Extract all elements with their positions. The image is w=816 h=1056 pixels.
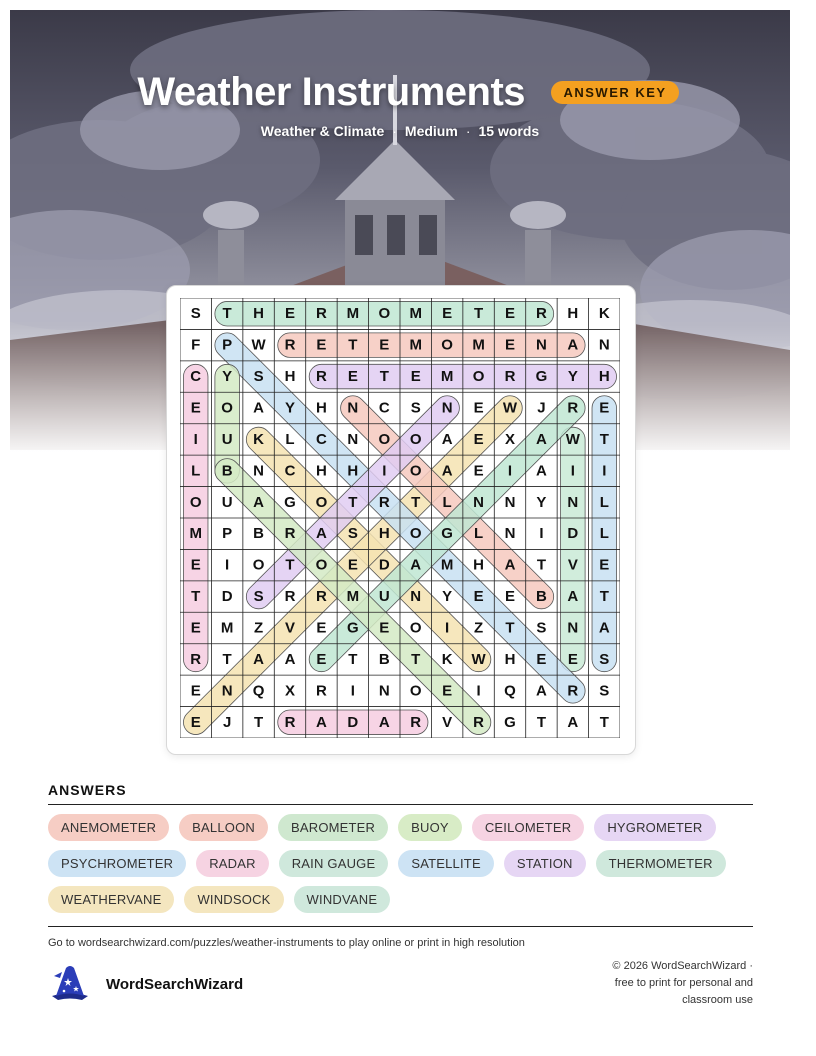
grid-cell: R [284,525,296,543]
grid-cell: N [504,493,516,511]
grid-cell: I [539,525,544,543]
grid-cell: E [504,305,516,323]
category-label: Weather & Climate [260,123,385,139]
grid-cell: A [441,462,453,480]
grid-cell: O [409,462,422,480]
grid-cell: C [316,430,327,448]
grid-cell: V [284,619,296,637]
grid-cell: I [382,462,387,480]
grid-cell: R [284,588,296,606]
grid-cell: T [379,368,389,386]
grid-cell: E [347,556,358,574]
grid-cell: Y [536,493,547,511]
grid-cell: O [409,619,422,637]
grid-cell: N [378,682,390,700]
answer-chip: ANEMOMETER [48,814,169,841]
grid-cell: E [190,399,201,417]
grid-cell: Y [442,588,453,606]
answer-list [48,814,753,922]
grid-cell: S [253,588,264,606]
grid-cell: U [221,493,233,511]
grid-cell: R [473,713,484,731]
grid-cell: N [536,336,547,354]
grid-cell: E [442,305,453,323]
separator-dot: · [465,123,471,139]
grid-cell: B [253,525,264,543]
grid-cell: P [222,336,233,354]
grid-cell: E [599,399,610,417]
grid-cell: E [379,336,390,354]
grid-cell: G [284,493,296,511]
grid-cell: E [347,368,358,386]
grid-cell: A [316,713,327,731]
grid-cell: S [190,305,201,323]
grid-cell: L [599,525,609,543]
grid-cell: J [537,399,546,417]
grid-cell: H [284,368,296,386]
answer-chip: CEILOMETER [472,814,585,841]
answer-chip: WINDSOCK [184,886,283,913]
grid-cell: E [473,462,484,480]
grid-cell: O [189,493,202,511]
grid-cell: A [567,336,579,354]
puzzle-meta [0,123,800,139]
grid-cell: G [347,619,359,637]
grid-cell: M [189,525,202,543]
grid-cell: E [190,619,201,637]
grid-cell: I [225,556,230,574]
grid-cell: T [222,650,232,668]
grid-cell: A [441,430,453,448]
grid-cell: N [598,336,610,354]
page-title: Weather Instruments [137,70,526,114]
grid-cell: K [598,305,610,323]
brand-name: WordSearchWizard [106,975,244,993]
grid-cell: W [471,650,486,668]
grid-cell: H [473,556,484,574]
highlight-layer [180,301,617,738]
grid-cell: L [285,430,295,448]
grid-cell: S [253,368,264,386]
grid-cell: O [315,556,328,574]
grid-cell: A [378,713,390,731]
grid-cell: B [221,462,233,480]
grid-cell: G [441,525,453,543]
word-search-grid [180,298,620,738]
grid-cell: M [409,305,422,323]
grid-cell: E [442,682,453,700]
grid-cell: R [316,368,327,386]
grid-cell: S [347,525,358,543]
divider [48,804,753,805]
answer-chip: BALLOON [179,814,268,841]
grid-cell: I [193,430,198,448]
grid-cell: E [473,430,484,448]
grid-cell: S [599,650,610,668]
grid-cell: T [348,493,358,511]
grid-cell: A [410,556,422,574]
grid-cell: D [567,525,579,543]
grid-cell: V [442,713,453,731]
grid-cell: N [221,682,233,700]
grid-cell: C [378,399,390,417]
answer-chip: HYGROMETER [594,814,715,841]
grid-cell: I [507,462,513,480]
grid-cell: Q [504,682,516,700]
grid-cell: T [253,713,264,731]
grid-cell: V [567,556,578,574]
grid-cell: T [348,336,358,354]
grid-cell: X [504,430,516,448]
grid-cell: O [441,336,453,354]
grid-cell: H [347,462,359,480]
answer-chip: STATION [504,850,586,877]
grid-cell: G [535,368,548,386]
grid-cell: N [347,399,359,417]
grid-cell: D [347,713,359,731]
grid-cell: H [504,650,516,668]
grid-cell: E [316,650,327,668]
grid-cell: A [316,525,327,543]
copyright-line: classroom use [682,994,753,1006]
grid-cell: N [567,619,579,637]
answer-chip: SATELLITE [398,850,493,877]
grid-cell: R [316,682,327,700]
grid-cell: E [379,619,390,637]
grid-cell: E [284,305,296,323]
grid-cell: R [567,682,579,700]
grid-cell: N [347,430,359,448]
grid-cell: T [536,713,547,731]
grid-cell: H [567,305,579,323]
grid-cell: O [409,525,422,543]
answer-key-badge: ANSWER KEY [551,81,678,104]
grid-cell: R [378,493,390,511]
grid-cell: N [567,493,579,511]
grid-cell: E [190,713,201,731]
grid-cell: G [504,713,516,731]
grid-cell: E [190,682,201,700]
grid-cell: M [346,588,360,606]
grid-cell: R [567,399,579,417]
grid-cell: O [378,430,391,448]
grid-cell: E [410,368,421,386]
grid-cell: A [567,588,579,606]
grid-cell: T [285,556,295,574]
answer-chip: BUOY [398,814,462,841]
grid-cell: I [476,682,481,700]
grid-cell: E [316,336,327,354]
grid-cell: Z [473,619,484,637]
grid-cell: S [599,682,610,700]
grid-cell: X [284,682,296,700]
grid-cell: O [252,556,265,574]
grid-cell: N [473,493,484,511]
grid-cell: A [284,650,296,668]
grid-cell: S [536,619,547,637]
grid-cell: A [536,430,547,448]
grid-cell: E [473,399,484,417]
grid-cell: W [251,336,266,354]
grid-cell: T [599,588,609,606]
grid-cell: O [221,399,233,417]
grid-cell: W [502,399,518,417]
grid-cell: E [536,650,547,668]
grid-cell: E [504,588,516,606]
grid-cell: A [567,713,579,731]
grid-cell: P [222,525,233,543]
grid-cell: O [409,430,422,448]
grid-cell: H [316,399,327,417]
grid-cell: T [473,305,484,323]
grid-cell: R [410,713,422,731]
grid-cell: M [440,368,454,386]
copyright-line: © 2026 WordSearchWizard · [612,960,753,972]
grid-cell: K [253,430,264,448]
grid-cell: T [411,493,421,511]
grid-cell: T [191,588,201,606]
grid-cell: L [473,525,484,543]
grid-cell: Y [222,368,233,386]
answer-chip: RAIN GAUGE [279,850,389,877]
wizard-hat-icon [48,964,92,1004]
grid-cell: R [190,650,202,668]
grid-cell: O [378,305,391,323]
grid-cell: H [378,525,390,543]
grid-cell: A [536,682,547,700]
grid-cell: B [378,650,390,668]
grid-cell: H [253,305,264,323]
grid-cell: T [599,430,609,448]
grid-cell: E [473,588,484,606]
grid-cell: I [602,462,607,480]
grid-cell: R [504,368,516,386]
grid-cell: I [350,682,355,700]
grid-cell: R [316,588,327,606]
grid-cell: R [284,713,296,731]
grid-cell: Y [284,399,296,417]
grid-cell: N [410,588,422,606]
grid-cell: Y [567,368,578,386]
divider [48,926,753,927]
grid-cell: T [505,619,515,637]
grid-cell: C [190,368,202,386]
grid-cell: N [504,525,516,543]
answer-chip: BAROMETER [278,814,388,841]
grid-cell: C [284,462,296,480]
grid-cell: O [472,368,485,386]
grid-cell: J [222,713,232,731]
grid-cell: R [316,305,327,323]
answer-chip: RADAR [196,850,269,877]
grid-cell: F [191,336,201,354]
title-row [0,70,816,115]
grid-cell: A [536,462,547,480]
grid-cell: M [440,556,454,574]
grid-cell: T [348,650,358,668]
copyright-line: free to print for personal and [614,977,753,989]
grid-cell: I [570,462,575,480]
grid-cell: A [253,493,264,511]
grid-cell: L [599,493,609,511]
grid-cell: T [599,713,609,731]
copyright [583,958,753,1009]
grid-cell: W [565,430,580,448]
difficulty-label: Medium [404,123,458,139]
grid-cell: M [472,336,485,354]
grid-cell: K [441,650,453,668]
grid-cell: E [504,336,516,354]
grid-cell: M [346,305,360,323]
grid-cell: O [315,493,328,511]
grid-cell: Z [253,619,264,637]
grid-cell: E [190,556,201,574]
grid-cell: R [536,305,547,323]
footer-link-text[interactable]: Go to wordsearchwizard.com/puzzles/weather-instruments to play online or print in high resolution [48,937,525,949]
grid-cell: S [410,399,421,417]
grid-cell: A [504,556,516,574]
grid-cell: T [536,556,547,574]
grid-cell: A [253,399,264,417]
grid-cell: U [221,430,233,448]
grid-cell: N [253,462,264,480]
answer-chip: WINDVANE [294,886,391,913]
grid-cell: Q [252,682,265,700]
grid-cell: H [316,462,327,480]
grid-cell: A [598,619,610,637]
grid-cell: D [221,588,233,606]
grid-cell: L [442,493,452,511]
word-count-label: 15 words [478,123,540,139]
grid-cell: N [441,399,453,417]
grid-cell: L [191,462,201,480]
grid-cell: O [409,682,422,700]
answer-chip: WEATHERVANE [48,886,174,913]
brand[interactable] [48,964,243,1004]
separator-dot: · [392,123,397,139]
grid-cell: B [536,588,547,606]
grid-cell: T [411,650,421,668]
grid-cell: A [253,650,264,668]
grid-cell: M [220,619,234,637]
grid-cell: D [378,556,390,574]
answers-heading: ANSWERS [48,782,127,798]
grid-cell: T [222,305,232,323]
grid-cell: H [598,368,610,386]
answer-chip: PSYCHROMETER [48,850,186,877]
grid-cell: R [284,336,296,354]
grid-cell: M [409,336,422,354]
grid-cell: E [599,556,610,574]
grid-cell: I [445,619,450,637]
answer-chip: THERMOMETER [596,850,726,877]
grid-cell: U [378,588,390,606]
grid-cell: E [316,619,327,637]
grid-cell: E [567,650,578,668]
